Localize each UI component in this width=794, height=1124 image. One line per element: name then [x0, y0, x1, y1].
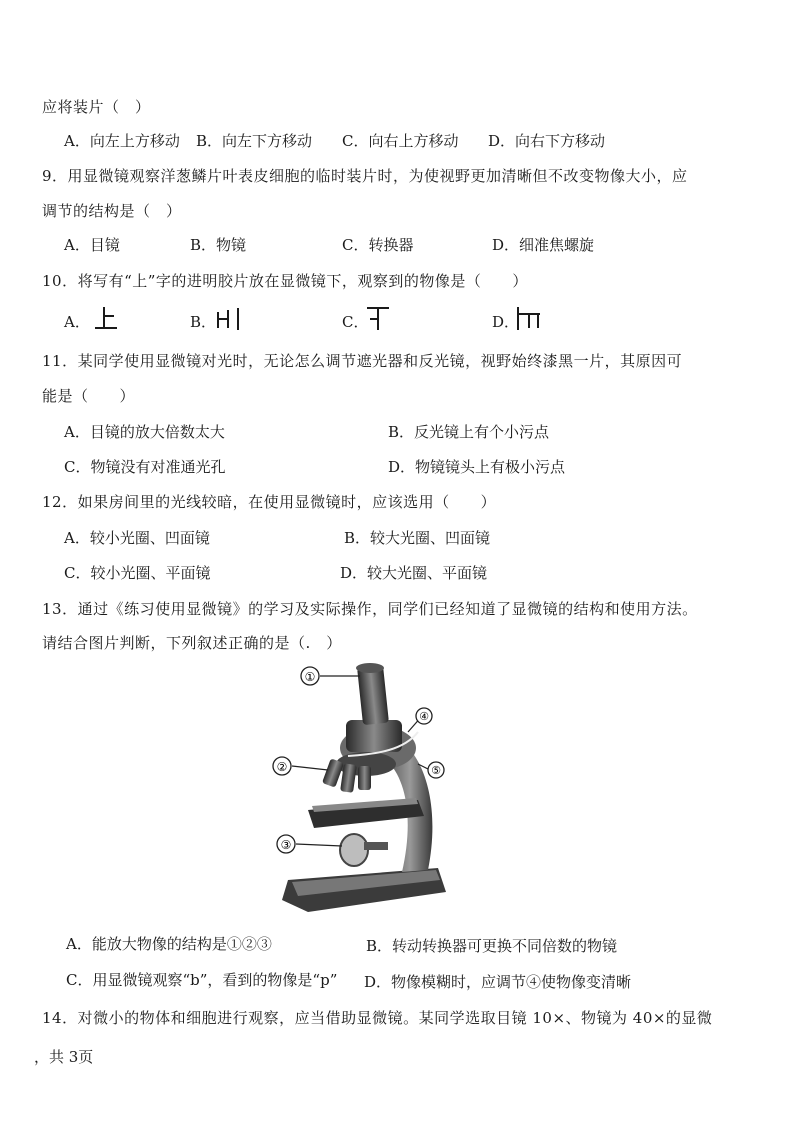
q13-option-d: D．物像模糊时，应调节④使物像变清晰 [364, 973, 632, 991]
q12-option-c: C．较小光圈、平面镜 [64, 564, 211, 582]
q10-option-b-letter: B． [190, 313, 217, 331]
label-4: ④ [419, 710, 429, 723]
label-1: ① [304, 670, 316, 684]
q10-option-d-glyph [514, 304, 542, 332]
label-2: ② [276, 760, 288, 774]
q9-option-c: C．转换器 [342, 236, 414, 254]
q10-option-b-glyph [214, 304, 242, 332]
q11-option-b: B．反光镜上有个小污点 [388, 423, 550, 441]
q11-option-d: D．物镜镜头上有极小污点 [388, 458, 566, 476]
q12-option-a: A．较小光圈、凹面镜 [64, 529, 210, 547]
q10-option-a-glyph [92, 304, 120, 332]
q13-option-c: C．用显微镜观察“b”，看到的物像是“p” [66, 971, 338, 989]
q8-option-a: A．向左上方移动 [64, 132, 180, 150]
q11-option-c: C．物镜没有对准通光孔 [64, 458, 226, 476]
q11-option-a: A．目镜的放大倍数太大 [64, 423, 225, 441]
q13-line1: 13．通过《练习使用显微镜》的学习及实际操作，同学们已经知道了显微镜的结构和使用方法。 [42, 600, 698, 618]
q11-line1: 11．某同学使用显微镜对光时，无论怎么调节遮光器和反光镜，视野始终漆黑一片，其原因可 [42, 352, 683, 370]
q8-stem: 应将装片（ ） [42, 98, 151, 116]
q9-line2: 调节的结构是（ ） [42, 202, 182, 220]
label-5: ⑤ [431, 764, 441, 777]
q9-option-a: A．目镜 [64, 236, 120, 254]
q10-option-d-letter: D． [492, 313, 520, 331]
q10-option-a-letter: A． [64, 313, 90, 331]
q9-option-b: B．物镜 [190, 236, 247, 254]
q13-option-a: A．能放大物像的结构是①②③ [66, 935, 272, 953]
q8-option-b: B．向左下方移动 [196, 132, 313, 150]
page-footer: ，共 3页 [34, 1048, 94, 1066]
q14-line1: 14．对微小的物体和细胞进行观察，应当借助显微镜。某同学选取目镜 10×、物镜为 40×的显微 [42, 1009, 713, 1027]
q10-stem: 10．将写有“上”字的进明胶片放在显微镜下，观察到的物像是（ ） [42, 272, 528, 290]
q8-option-c: C．向右上方移动 [342, 132, 459, 150]
label-3: ③ [280, 838, 292, 852]
q12-option-d: D．较大光圈、平面镜 [340, 564, 488, 582]
q12-option-b: B．较大光圈、凹面镜 [344, 529, 491, 547]
q12-stem: 12．如果房间里的光线较暗，在使用显微镜时，应该选用（ ） [42, 493, 497, 511]
q9-option-d: D．细准焦螺旋 [492, 236, 595, 254]
q13-option-b: B．转动转换器可更换不同倍数的物镜 [366, 937, 618, 955]
q10-option-c-letter: C． [342, 313, 369, 331]
q13-line2: 请结合图片判断，下列叙述正确的是（. ） [42, 634, 342, 652]
q11-line2: 能是（ ） [42, 387, 136, 405]
q9-line1: 9．用显微镜观察洋葱鳞片叶表皮细胞的临时装片时，为使视野更加清晰但不改变物像大小，应 [42, 167, 688, 185]
q10-option-c-glyph [364, 304, 392, 332]
q8-option-d: D．向右下方移动 [488, 132, 606, 150]
microscope-figure [268, 660, 458, 922]
